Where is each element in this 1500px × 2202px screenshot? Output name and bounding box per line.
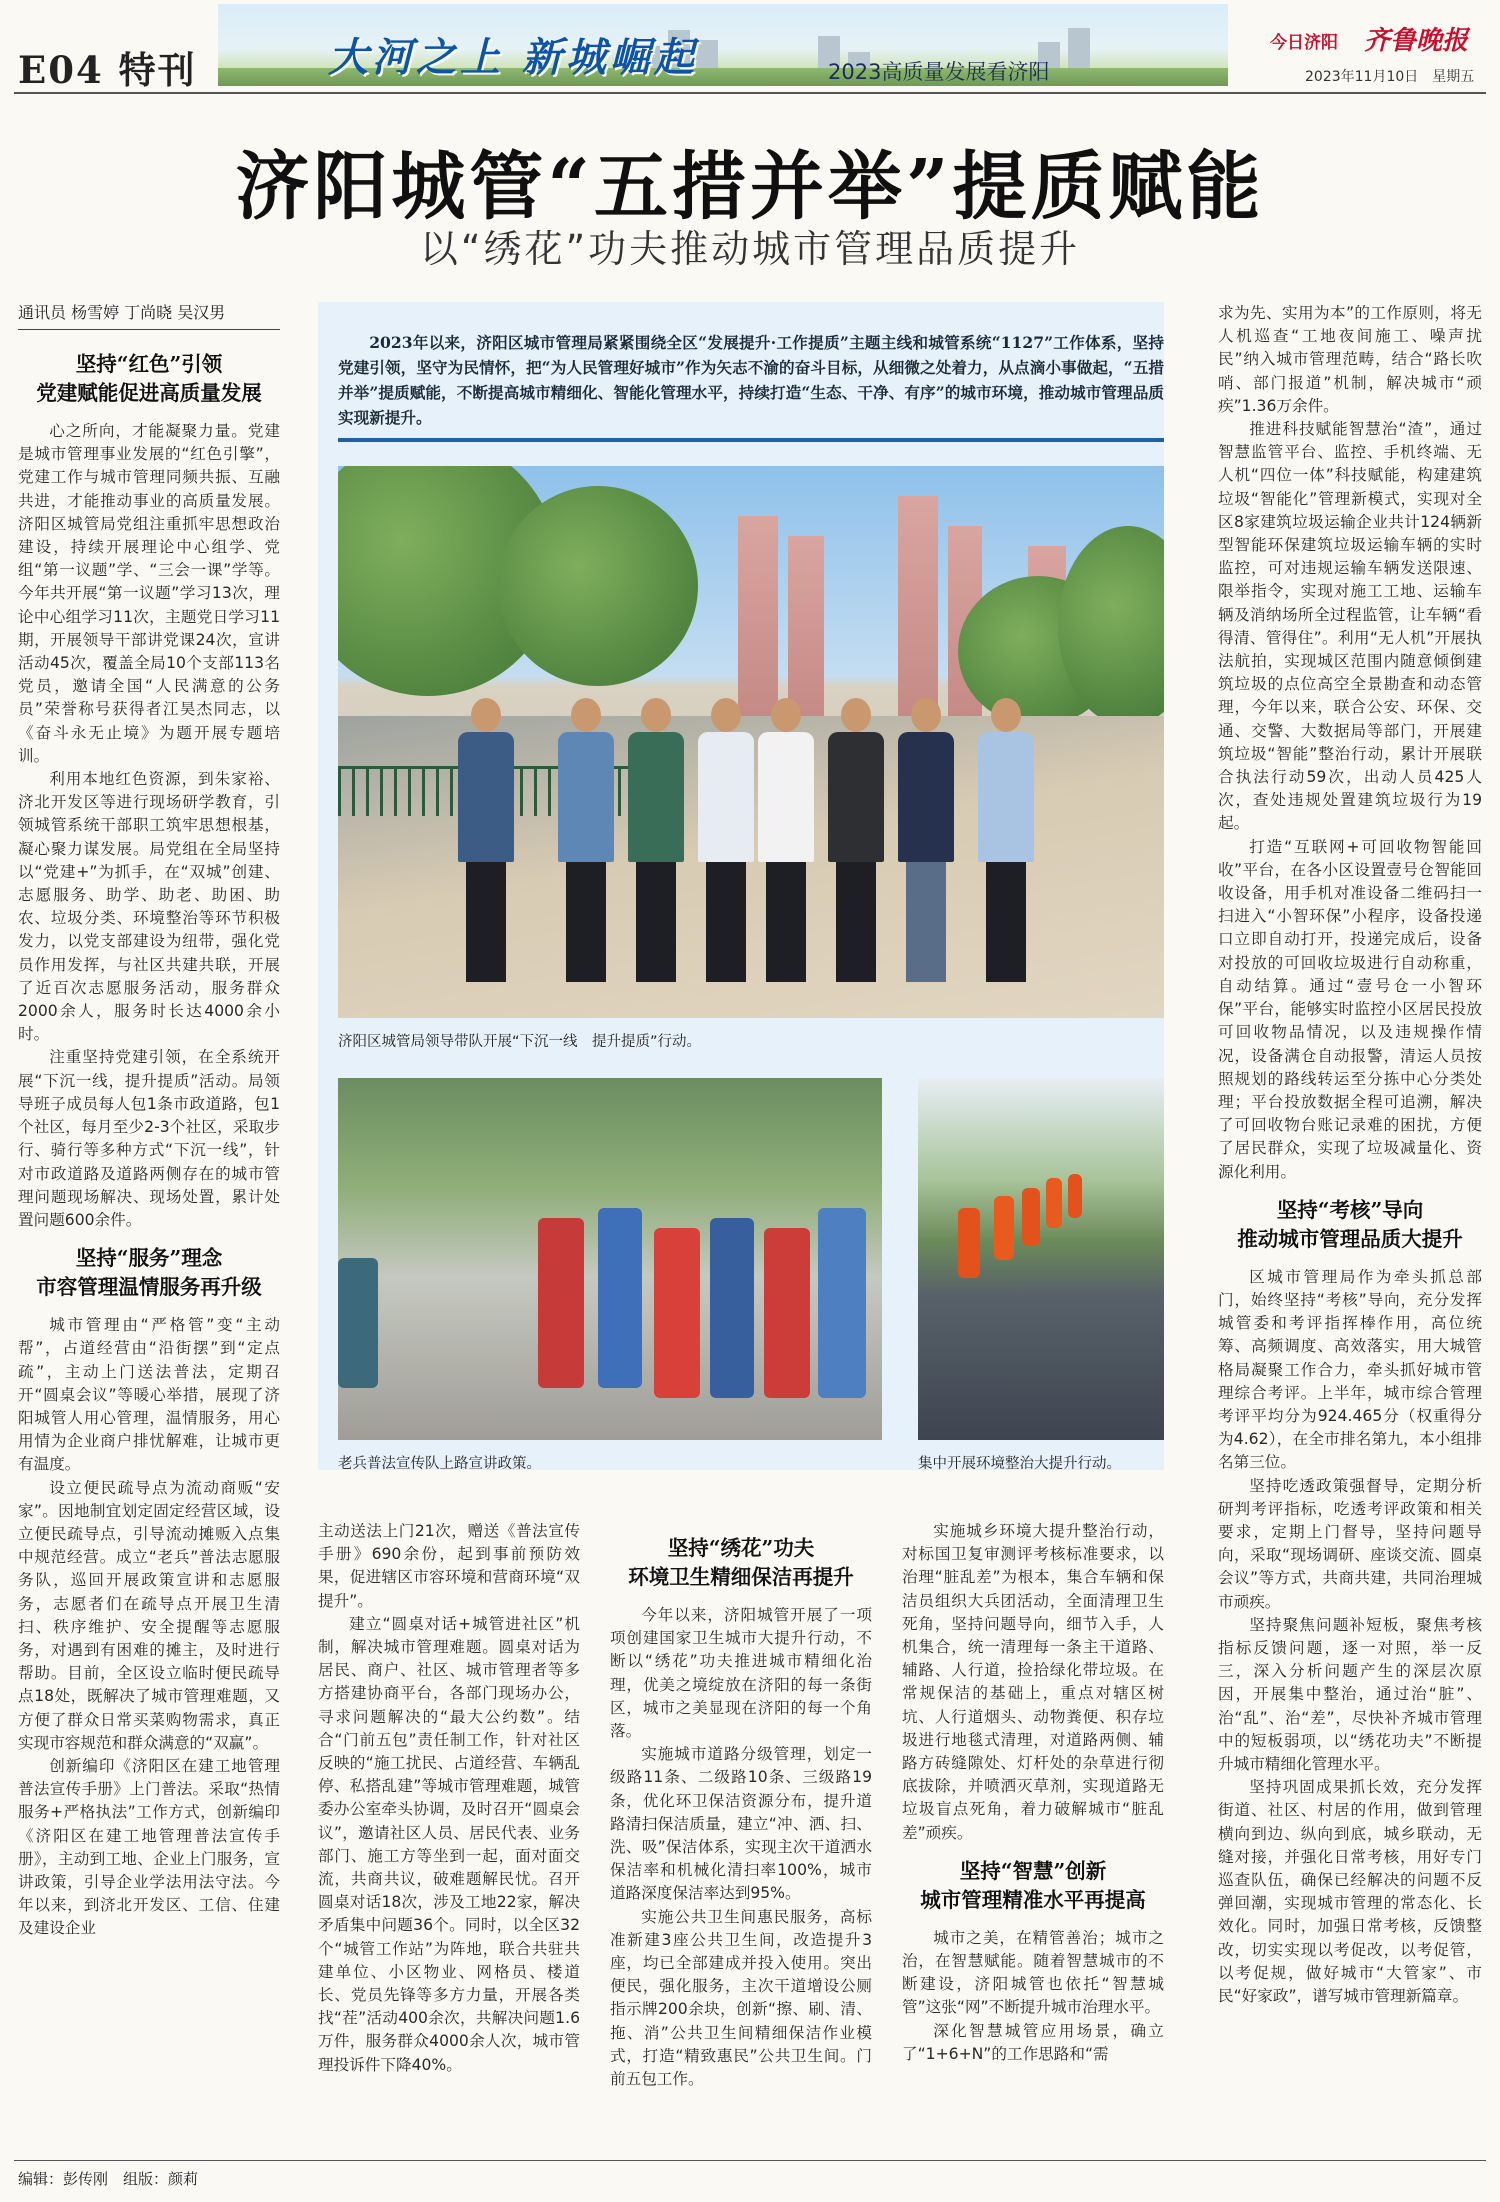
paragraph: 今年以来，济阳城管开展了一项项创建国家卫生城市大提升行动，不断以“绣花”功夫推进城市精细化治理，优美之境绽放在济阳的每一条街区，城市之美显现在济阳的每一个角落。 — [610, 1606, 872, 1741]
paragraph: 注重坚持党建引领，在全系统开展“下沉一线，提升提质”活动。局领导班子成员每人包1条市政道路，包1个社区，每月至少2-3个社区，采取步行、骑行等多种方式“下沉一线”，针对市政道路及道路两侧存在的城市管理问题现场解决、现场处置，累计处置问题600余件。 — [18, 1048, 280, 1229]
article-column-4 — [902, 1520, 1164, 2066]
issue-date: 2023年11月10日 星期五 — [1305, 69, 1475, 85]
paragraph: 坚持巩固成果抓长效，充分发挥街道、社区、村居的作用，做到管理横向到边、纵向到底，城乡联动，无缝对接，并强化日常考核，用好专门巡查队伍，确保已经解决的问题不反弹回潮，实现城市管理的常态化、长效化。同时，加强日常考核，反馈整改，切实实现以考促改，以考促管，以考促规，做好城市“大管家”、市民“好家政”，谱写城市管理新篇章。 — [1218, 1778, 1482, 2006]
byline: 通讯员 杨雪婷 丁尚晓 吴汉男 — [18, 300, 280, 330]
article-column-3 — [610, 1520, 872, 2091]
paragraph: 利用本地红色资源，到朱家裕、济北开发区等进行现场研学教育，引领城管系统干部职工筑牢思想根基，凝心聚力谋发展。局党组在全局坚持以“党建+”为抓手，在“双城”创建、志愿服务、助学、助老、助困、助农、垃圾分类、环境整治等环节积极发力，以党支部建设为纽带，强化党员作用发挥，与社区共建共联，开展了近百次志愿服务活动，服务群众2000余人，服务时长达4000余小时。 — [18, 770, 280, 1044]
paragraph: 实施城乡环境大提升整治行动，对标国卫复审测评考核标准要求，以治理“脏乱差”为根本，集合车辆和保洁员组织大兵团活动，全面清理卫生死角，坚持问题导向，细节入手，人机集合，统一清理每一条主干道路、辅路、人行道，捡拾绿化带垃圾。在常规保洁的基础上，重点对辖区树坑、人行道烟头、动物粪便、积存垃圾进行地毯式清理，对道路两侧、辅路方砖缝隙处、灯杆处的杂草进行彻底拔除，并喷洒灭草剂，实现道路无垃圾盲点死角，着力破解城市“脏乱差”顽疾。 — [902, 1522, 1164, 1842]
paragraph: 城市管理由“严格管”变“主动帮”，占道经营由“沿街摆”到“定点疏”，主动上门送法普法，定期召开“圆桌会议”等暖心举措，展现了济阳城管人用心管理，温情服务，用心用情为企业商户排忧解难，让城市更有温度。 — [18, 1316, 280, 1474]
article-column-5 — [1218, 302, 1482, 2008]
paragraph: 打造“互联网+可回收物智能回收”平台，在各小区设置壹号仓智能回收设备，用手机对准设备二维码扫一扫进入“小智环保”小程序，设备投递口立即自动打开，投递完成后，设备对投放的可回收垃圾进行自动称重，自动结算。通过“壹号仓一小智环保”平台，能够实时监控小区居民投放可回收物品情况，以及违规操作情况，设备满仓自动报警，清运人员按照规划的路线转运至分拣中心分类处理；平台投放数据全程可追溯，解决了可回收物台账记录难的困扰，方便了居民群众，实现了垃圾减量化、资源化利用。 — [1218, 837, 1482, 1181]
footer-divider — [14, 2160, 1486, 2161]
page-number: E04 特刊 — [18, 48, 197, 92]
photo-veteran-volunteers — [338, 1078, 882, 1440]
section-heading-red: 坚持“红色”引领 党建赋能促进高质量发展 — [36, 352, 262, 405]
caption-photo-2: 老兵普法宣传队上路宣讲政策。 — [338, 1456, 541, 1472]
masthead — [0, 0, 1500, 90]
paragraph: 心之所向，才能凝聚力量。党建是城市管理事业发展的“红色引擎”，党建工作与城市管理同频共振、互融共进，才能推动事业的高质量发展。济阳区城管局党组注重抓牢思想政治建设，持续开展理论中心组学、党组“第一议题”学、“三会一课”学等。今年共开展“第一议题”学习13次，理论中心组学习11次，主题党日学习11期，开展领导干部讲党课24次，宣讲活动45次，覆盖全局10个支部113名党员，邀请全国“人民满意的公务员”荣誉称号获得者江昊杰同志，以《奋斗永无止境》为题开展专题培训。 — [18, 422, 280, 765]
sub-headline: 以“绣花”功夫推动城市管理品质提升 — [419, 227, 1081, 271]
intro-lead: 2023年以来，济阳区城市管理局紧紧围绕全区“发展提升·工作提质”主题主线和城管系统“1127”工作体系，坚持党建引领，坚守为民情怀，把“为人民管理好城市”作为矢志不渝的奋斗目标，从细微之处着力，从点滴小事做起，“五措并举”提质赋能，不断提高城市精细化、智能化管理水平，持续打造“生态、干净、有序”的城市环境，推动城市管理品质实现新提升。 — [338, 333, 1164, 427]
editor-credit: 编辑：彭传刚 组版：颜莉 — [18, 2170, 199, 2188]
paragraph: 城市之美，在精管善治；城市之治，在智慧赋能。随着智慧城市的不断建设，济阳城管也依托“智慧城管”这张“网”不断提升城市治理水平。 — [902, 1928, 1164, 2017]
paragraph: 区城市管理局作为牵头抓总部门，始终坚持“考核”导向，充分发挥城管委和考评指挥棒作用，高位统筹、高频调度、高效落实，用大城管格局凝聚工作合力，牵头抓好城市管理综合考评。上半年，城市综合管理考评平均分为924.465分（权重得分为4.62），在全市排名第九，本小组排名第三位。 — [1218, 1267, 1482, 1472]
newspaper-logo: 齐鲁晚报 — [1364, 26, 1469, 56]
paragraph: 创新编印《济阳区在建工地管理普法宣传手册》上门普法。采取“热情服务+严格执法”工作方式，创新编印《济阳区在建工地管理普法宣传手册》，主动到工地、企业上门服务，宣讲政策，引导企业学法用法守法。今年以来，到济北开发区、工信、住建及建设企业 — [18, 1756, 280, 1938]
paragraph: 求为先、实用为本”的工作原则，将无人机巡查“工地夜间施工、噪声扰民”纳入城市管理范畴，结合“路长吹哨、部门报道”机制，解决城市“顽疾”1.36万余件。 — [1218, 304, 1482, 415]
paragraph: 建立“圆桌对话+城管进社区”机制，解决城市管理难题。圆桌对话为居民、商户、社区、城市管理者等多方搭建协商平台，各部门现场办公，寻求问题解决的“最大公约数”。结合“门前五包”责任制工作，针对社区反映的“施工扰民、占道经营、车辆乱停、私搭乱建”等城市管理难题，城管委办公室牵头协调，及时召开“圆桌会议”，邀请社区人员、居民代表、业务部门、施工方等坐到一起，面对面交流，共商共议，破难题解民忧。召开圆桌对话18次，涉及工地22家，解决矛盾集中问题36个。同时，以全区32个“城管工作站”为阵地，联合共驻共建单位、小区物业、网格员、楼道长、党员先锋等多方力量，开展各类找“茬”活动400余次，共解决问题1.6万件，服务群众4000余人次，城市管理投诉件下降40%。 — [318, 1614, 580, 2074]
section-heading-cleaning: 坚持“绣花”功夫 环境卫生精细保洁再提升 — [628, 1536, 854, 1589]
paragraph: 主动送法上门21次，赠送《普法宣传手册》690余份，起到事前预防效果，促进辖区市容环境和营商环境“双提升”。 — [318, 1522, 580, 1610]
banner-title: 大河之上 新城崛起 — [328, 34, 698, 81]
article-column-1 — [18, 350, 280, 1941]
paragraph: 设立便民疏导点为流动商贩“安家”。因地制宜划定固定经营区域，设立便民疏导点，引导流动摊贩入点集中规范经营。成立“老兵”普法志愿服务队，巡回开展政策宣讲和志愿服务，志愿者们在疏导点开展卫生清扫、秩序维护、安全提醒等志愿服务，对遇到有困难的摊主，及时进行帮助。目前，全区设立临时便民疏导点18处，既解决了城市管理难题，又方便了群众日常买菜购物需求，真正实现市容规范和群众满意的“双赢”。 — [18, 1478, 280, 1752]
paragraph: 深化智慧城管应用场景，确立了“1+6+N”的工作思路和“需 — [902, 2021, 1164, 2063]
photo-officials-inspection — [338, 466, 1164, 1018]
paragraph: 实施城市道路分级管理，划定一级路11条、二级路10条、三级路19条，优化环卫保洁资源分布，提升道路清扫保洁质量，建立“冲、洒、扫、洗、吸”保洁体系，实现主次干道洒水保洁率和机械化清扫率100%，城市道路深度保洁率达到95%。 — [610, 1745, 872, 1903]
section-heading-service: 坚持“服务”理念 市容管理温情服务再升级 — [36, 1246, 262, 1300]
caption-photo-3: 集中开展环境整治大提升行动。 — [918, 1456, 1121, 1472]
article-column-2 — [318, 1520, 580, 2077]
intro-divider — [338, 438, 1164, 442]
photo-street-cleaning — [918, 1078, 1164, 1440]
section-label: 今日济阳 — [1270, 33, 1338, 53]
section-heading-assessment: 坚持“考核”导向 推动城市管理品质大提升 — [1237, 1197, 1463, 1251]
section-heading-smart: 坚持“智慧”创新 城市管理精准水平再提高 — [920, 1858, 1146, 1912]
paragraph: 坚持聚焦问题补短板，聚焦考核指标反馈问题，逐一对照，举一反三，深入分析问题产生的深层次原因，开展集中整治，通过治“脏”、治“乱”、治“差”，尽快补齐城市管理中的短板弱项，以“绣花功夫”不断提升城市精细化管理水平。 — [1218, 1615, 1482, 1773]
banner-subtitle: 2023高质量发展看济阳 — [828, 60, 1050, 84]
paragraph: 实施公共卫生间惠民服务，高标准新建3座公共卫生间，改造提升3座，均已全部建成并投入使用。突出便民，强化服务，主次干道增设公厕指示牌200余块，创新“擦、刷、清、拖、消”公共卫生间精细保洁作业模式，打造“精致惠民”公共卫生间。门前五包工作。 — [610, 1907, 872, 2089]
caption-photo-1: 济阳区城管局领导带队开展“下沉一线 提升提质”行动。 — [338, 1034, 702, 1050]
paragraph: 推进科技赋能智慧治“渣”，通过智慧监管平台、监控、手机终端、无人机“四位一体”科技赋能，构建建筑垃圾“智能化”管理新模式，实现对全区8家建筑垃圾运输企业共计124辆新型智能环保建筑垃圾运输车辆的实时监控，可对违规运输车辆发送限速、限举指令，实现对施工工地、运输车辆及消纳场所全过程监管，让车辆“看得清、管得住”。利用“无人机”开展执法航拍，实现城区范围内随意倾倒建筑垃圾的点位高空全景勘查和动态管理，今年以来，联合公安、环保、交通、交警、大数据局等部门，开展建筑垃圾“智能”整治行动，累计开展联合执法行动59次，出动人员425人次，查处违规处置建筑垃圾行为19起。 — [1218, 420, 1482, 833]
paragraph: 坚持吃透政策强督导，定期分析研判考评指标，吃透考评政策和相关要求，定期上门督导，坚持问题导向，采取“现场调研、座谈交流、圆桌会议”等方式，共商共建，共同治理城市顽疾。 — [1218, 1476, 1482, 1611]
masthead-divider — [14, 92, 1486, 94]
banner-image — [218, 4, 1228, 86]
main-headline: 济阳城管“五措并举”提质赋能 — [235, 144, 1265, 230]
